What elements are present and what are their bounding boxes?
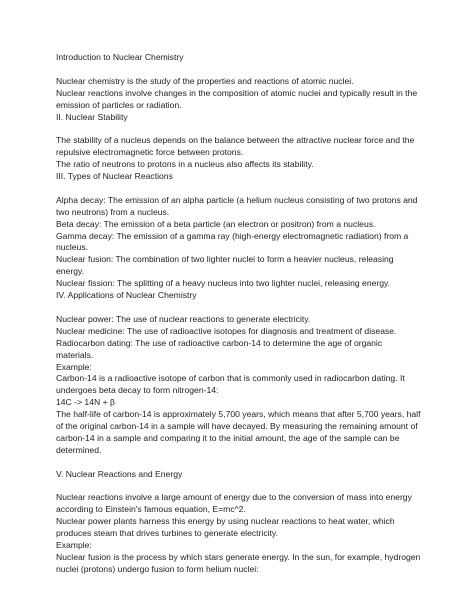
applications-line: Nuclear power: The use of nuclear reactions to generate electricity. [56, 313, 311, 324]
applications-line: Nuclear medicine: The use of radioactive isotopes for diagnosis and treatment of disease. [56, 325, 397, 336]
spacer [56, 183, 426, 195]
types-line: Alpha decay: The emission of an alpha particle (a helium nucleus consisting of two protons and [56, 194, 418, 205]
spacer [56, 64, 426, 76]
applications-line: Carbon-14 is a radioactive isotope of carbon that is commonly used in radiocarbon dating. It [56, 373, 405, 384]
document-page [56, 52, 426, 576]
applications-line: of the original carbon-14 in a sample will have decayed. By measuring the remaining amount of [56, 421, 418, 432]
energy-line: Nuclear power plants harness this energy by using nuclear reactions to heat water, which [56, 516, 395, 527]
types-line: nucleus. [56, 242, 89, 253]
spacer [56, 457, 426, 469]
equation-line: 14C -> 14N + β [56, 397, 115, 408]
energy-line: nuclei (protons) undergo fusion to form helium nuclei: [56, 563, 259, 574]
types-line: Gamma decay: The emission of a gamma ray (high-energy electromagnetic radiation) from a [56, 230, 409, 241]
applications-line: undergoes beta decay to form nitrogen-14: [56, 385, 219, 396]
spacer [56, 123, 426, 135]
applications-line: materials. [56, 349, 94, 360]
applications-line: carbon-14 in a sample and comparing it to the initial amount, the age of the sample can be [56, 432, 400, 443]
applications-line: Example: [56, 361, 92, 372]
spacer [56, 302, 426, 314]
section-heading-applications: IV. Applications of Nuclear Chemistry [56, 290, 197, 301]
intro-line: Nuclear reactions involve changes in the composition of atomic nuclei and typically result in the [56, 87, 418, 98]
spacer [56, 481, 426, 493]
energy-line: Example: [56, 540, 92, 551]
types-line: Beta decay: The emission of a beta particle (an electron or positron) from a nucleus. [56, 218, 376, 229]
section-heading-stability: II. Nuclear Stability [56, 111, 128, 122]
section-heading-types: III. Types of Nuclear Reactions [56, 171, 173, 182]
stability-line: The ratio of neutrons to protons in a nucleus also affects its stability. [56, 159, 314, 170]
types-line: energy. [56, 266, 85, 277]
applications-line: Radiocarbon dating: The use of radioactive carbon-14 to determine the age of organic [56, 337, 383, 348]
applications-line: The half-life of carbon-14 is approximately 5,700 years, which means that after 5,700 years, half [56, 409, 421, 420]
intro-line: emission of particles or radiation. [56, 99, 182, 110]
energy-line: produces steam that drives turbines to generate electricity. [56, 528, 278, 539]
types-line: two neutrons) from a nucleus. [56, 206, 170, 217]
stability-line: repulsive electromagnetic force between protons. [56, 147, 244, 158]
stability-line: The stability of a nucleus depends on the balance between the attractive nuclear force and the [56, 135, 415, 146]
intro-line: Nuclear chemistry is the study of the properties and reactions of atomic nuclei. [56, 75, 354, 86]
energy-line: Nuclear reactions involve a large amount of energy due to the conversion of mass into energy [56, 492, 412, 503]
document-title: Introduction to Nuclear Chemistry [56, 52, 184, 62]
types-line: Nuclear fission: The splitting of a heavy nucleus into two lighter nuclei, releasing energy. [56, 278, 391, 289]
applications-line: determined. [56, 444, 102, 455]
section-heading-energy: V. Nuclear Reactions and Energy [56, 468, 183, 479]
energy-line: according to Einstein's famous equation, E=mc^2. [56, 504, 246, 515]
types-line: Nuclear fusion: The combination of two lighter nuclei to form a heavier nucleus, releasing [56, 254, 394, 265]
energy-line: Nuclear fusion is the process by which stars generate energy. In the sun, for example, hydrogen [56, 551, 421, 562]
